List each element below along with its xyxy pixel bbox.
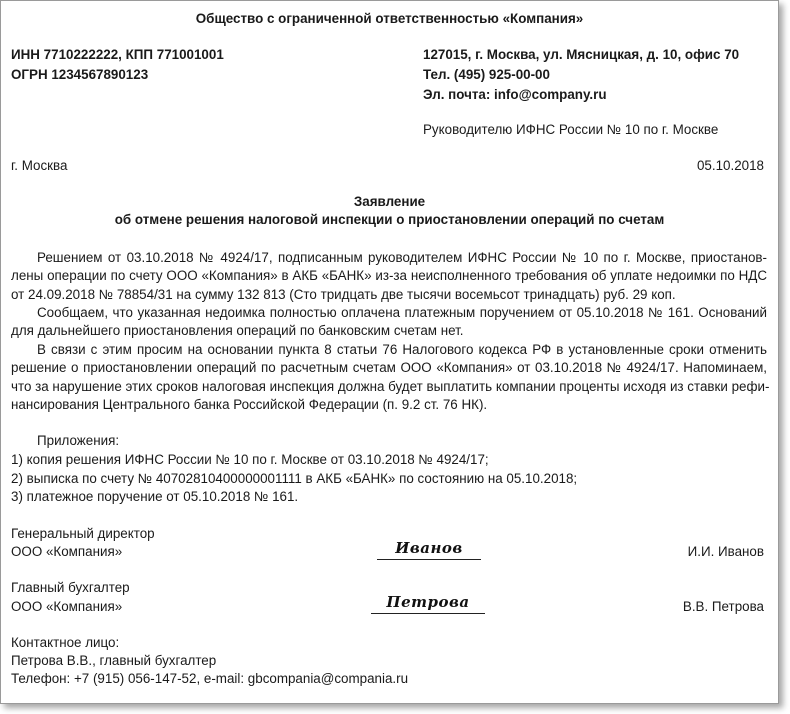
attachment-item: 3) платежное поручение от 05.10.2018 № 161. [11,489,299,504]
company-address: 127015, г. Москва, ул. Мясницкая, д. 10, офис 70 [423,47,740,62]
paragraph-2-line: Сообщаем, что указанная недоимка полностью оплачена платежным поручением от 05.10.2018 № 161. Оснований [37,305,767,320]
contact-person: Петрова В.В., главный бухгалтер [11,653,217,668]
accountant-signature [371,595,485,614]
city: г. Москва [11,158,68,173]
paragraph-3 [11,341,770,414]
accountant-position: Главный бухгалтер [11,580,130,595]
paragraph-2-line: для дальнейшего приостановления операций по банковским счетам нет. [11,323,464,339]
paragraph-3-line: нансирования Центрального банка Российской Федерации (п. 9.2 ст. 76 НК). [11,396,488,412]
paragraph-3-line: решение о приостановлении операций по расчетным счетам ООО «Компания» от 03.10.2018 № 4924/17. Напоминаем, [11,360,767,376]
director-name: И.И. Иванов [687,544,764,559]
document-date: 05.10.2018 [696,158,764,173]
ogrn: ОГРН 1234567890123 [11,67,149,82]
attachment-item: 1) копия решения ИФНС России № 10 по г. Москве от 03.10.2018 № 4924/17; [11,452,489,467]
accountant-signature-handwriting: Петрова [386,593,470,611]
accountant-name: В.В. Петрова [682,599,764,614]
addressee: Руководителю ИФНС России № 10 по г. Москве [423,122,719,137]
attachment-item: 2) выписка по счету № 40702810400000001111 в АКБ «БАНК» по состоянию на 05.10.2018; [11,471,578,486]
organization-title: Общество с ограниченной ответственностью «Компания» [195,11,584,26]
paragraph-2 [11,304,767,341]
attachments-label: Приложения: [37,433,120,448]
accountant-org: ООО «Компания» [11,599,123,614]
paragraph-1 [11,249,767,304]
director-signature-handwriting: Иванов [395,539,463,557]
paragraph-1-line: Решением от 03.10.2018 № 4924/17, подписанным руководителем ИФНС России № 10 по г. Москве, приостанов- [37,250,767,265]
company-phone: Тел. (495) 925-00-00 [423,67,550,82]
director-org: ООО «Компания» [11,544,123,559]
inn-kpp: ИНН 7710222222, КПП 771001001 [11,47,224,62]
paragraph-1-line: лены операции по счету ООО «Компания» в АКБ «БАНК» из-за неисполненного требования об уплате недоимки по НДС [11,268,767,284]
contact-label: Контактное лицо: [11,635,120,650]
paragraph-3-line: что за нарушение этих сроков налоговая инспекция должна будет выплатить компании проценты исходя из ставки рефи- [11,378,770,394]
company-email: Эл. почта: info@company.ru [423,87,607,102]
paragraph-3-line: В связи с этим просим на основании пункта 8 статьи 76 Налогового кодекса РФ в установленные сроки отменить [37,342,767,357]
paragraph-1-line: от 24.09.2018 № 78854/31 на сумму 132 813 (Сто тридцать две тысячи восемьсот тринадцать) руб. 29 коп. [11,286,676,302]
document-title: Заявление [353,194,426,209]
director-signature [377,541,481,560]
director-position: Генеральный директор [11,526,155,541]
contact-phone-email: Телефон: +7 (915) 056-147-52, e-mail: gbcompania@compania.ru [11,671,409,686]
document-subtitle: об отмене решения налоговой инспекции о приостановлении операций по счетам [114,212,665,227]
